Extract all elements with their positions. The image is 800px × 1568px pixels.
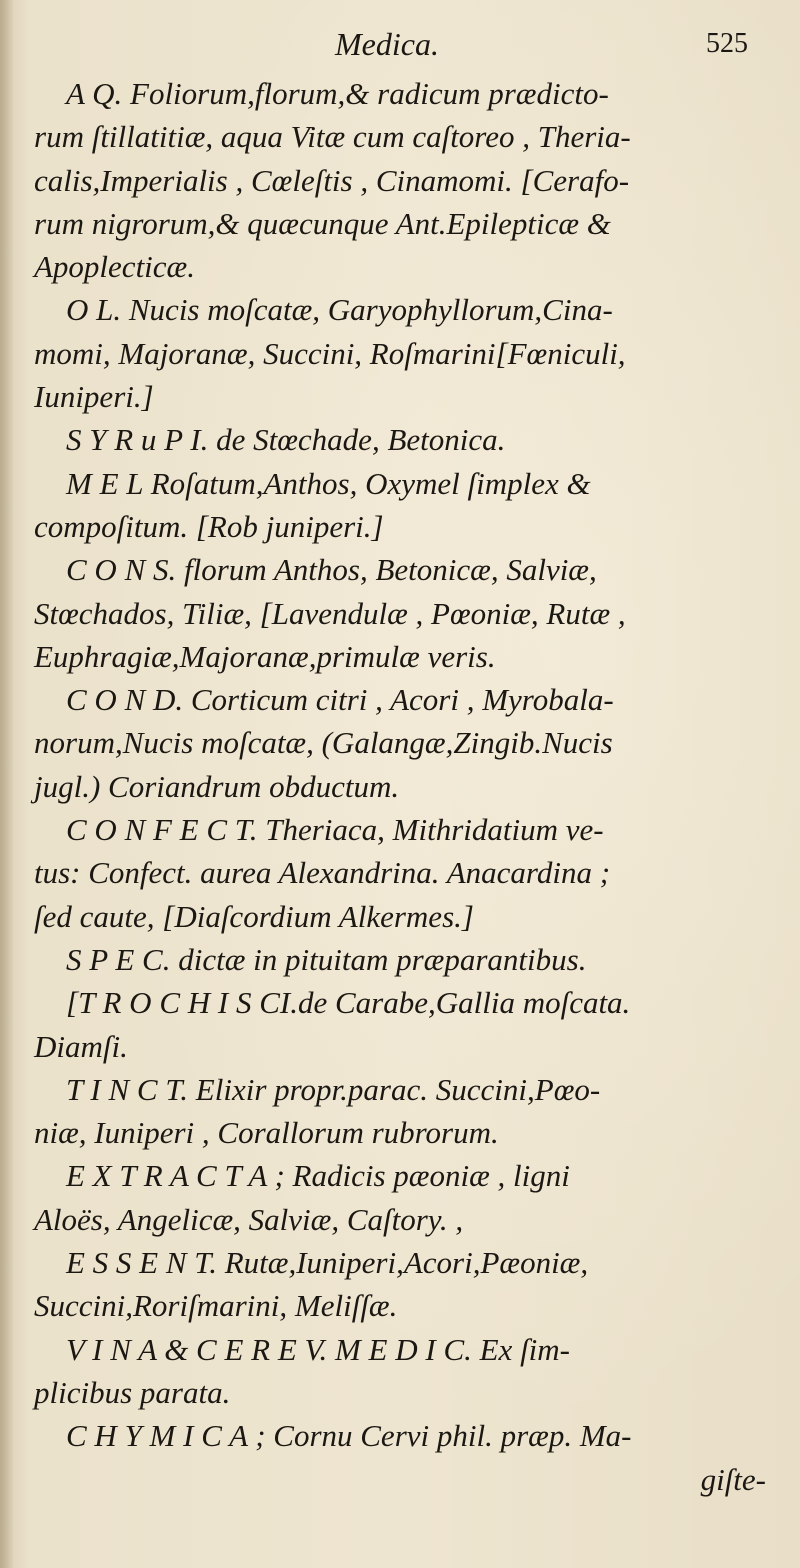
text-line: Succini,Roriſmarini, Meliſſæ. (34, 1288, 398, 1324)
binding-gutter (0, 0, 14, 1568)
text-line: momi, Majoranæ, Succini, Roſmarini[Fœniculi, (34, 335, 626, 371)
text-line: C O N S. florum Anthos, Betonicæ, Salviæ, (66, 552, 597, 588)
page-number: 525 (706, 28, 748, 59)
text-line: [T R O C H I S CI.de Carabe,Gallia moſcata. (66, 985, 631, 1021)
text-line: E S S E N T. Rutæ,Iuniperi,Acori,Pæoniæ, (66, 1245, 589, 1281)
page-header (0, 26, 800, 66)
text-line: Aloës, Angelicæ, Salviæ, Caſtory. , (34, 1201, 464, 1237)
text-line: Diamſi. (34, 1028, 128, 1064)
text-line: compoſitum. [Rob juniperi.] (34, 508, 384, 544)
text-line: calis,Imperialis , Cœleſtis , Cinamomi. [Cerafo- (34, 162, 630, 198)
text-line: M E L Roſatum,Anthos, Oxymel ſimplex & (66, 465, 591, 501)
text-line: O L. Nucis moſcatæ, Garyophyllorum,Cina- (66, 292, 613, 328)
catchword: giſte- (700, 1461, 766, 1497)
text-line: rum nigrorum,& quæcunque Ant.Epilepticæ & (34, 205, 611, 241)
text-line: Stœchados, Tiliæ, [Lavendulæ , Pœoniæ, Rutæ , (34, 595, 626, 631)
text-line: A Q. Foliorum,florum,& radicum prædicto- (66, 76, 609, 111)
text-line: E X T R A C T A ; Radicis pæoniæ , ligni (66, 1158, 570, 1194)
text-line: C H Y M I C A ; Cornu Cervi phil. præp. Ma- (66, 1418, 632, 1454)
text-line: rum ſtillatitiæ, aqua Vitæ cum caſtoreo , Theria- (34, 119, 631, 155)
body-text (34, 72, 774, 1501)
text-line: S P E C. dictæ in pituitam præparantibus. (66, 941, 587, 977)
text-line: niæ, Iuniperi , Corallorum rubrorum. (34, 1115, 499, 1151)
text-line: V I N A & C E R E V. M E D I C. Ex ſim- (66, 1331, 571, 1367)
text-line: Apoplecticæ. (34, 249, 195, 285)
text-line: C O N D. Corticum citri , Acori , Myrobala- (66, 682, 614, 718)
text-line: jugl.) Coriandrum obductum. (34, 768, 400, 804)
text-line: Euphragiæ,Majoranæ,primulæ veris. (34, 638, 496, 674)
text-line: ſed caute, [Diaſcordium Alkermes.] (34, 898, 474, 934)
text-line: T I N C T. Elixir propr.parac. Succini,Pœo- (66, 1071, 601, 1107)
text-line: norum,Nucis moſcatæ, (Galangæ,Zingib.Nucis (34, 725, 613, 761)
text-line: C O N F E C T. Theriaca, Mithridatium ve- (66, 812, 604, 848)
text-line: plicibus parata. (34, 1374, 231, 1410)
text-line: tus: Confect. aurea Alexandrina. Anacardina ; (34, 855, 611, 891)
running-title: Medica. (335, 26, 439, 62)
text-line: Iuniperi.] (34, 379, 154, 415)
text-line: S Y R u P I. de Stœchade, Betonica. (66, 422, 506, 458)
